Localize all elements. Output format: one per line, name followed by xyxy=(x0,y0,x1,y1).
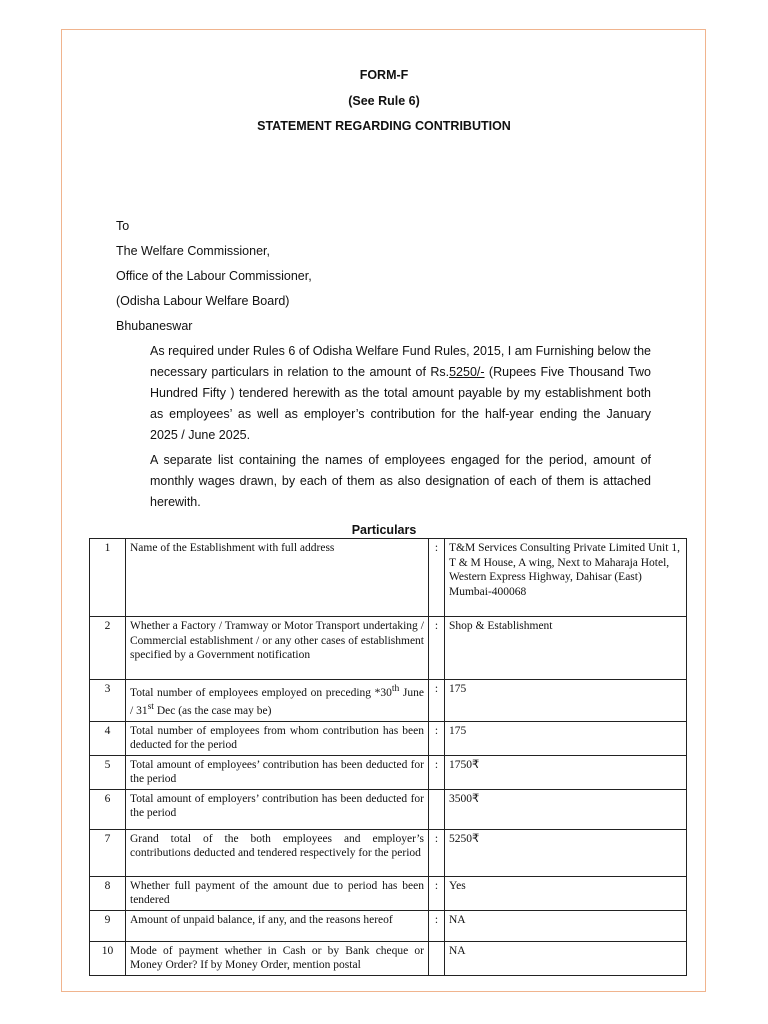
rule-reference: (See Rule 6) xyxy=(348,94,420,108)
address-line-1: The Welfare Commissioner, xyxy=(116,244,270,258)
row-number: 1 xyxy=(90,539,126,617)
row-value: 175 xyxy=(445,680,687,722)
row-description: Mode of payment whether in Cash or by Bank cheque or Money Order? If by Money Order, mention postal xyxy=(126,941,429,975)
row-value: Shop & Establishment xyxy=(445,617,687,680)
form-title: FORM-F xyxy=(359,68,409,82)
row-number: 5 xyxy=(90,755,126,789)
row-description: Grand total of the both employees and employer’s contributions deducted and tendered respectively for the period xyxy=(126,829,429,876)
row-value: NA xyxy=(445,941,687,975)
table-row xyxy=(90,617,687,680)
table-row xyxy=(90,755,687,789)
row-colon: : xyxy=(429,876,445,910)
row-number: 7 xyxy=(90,829,126,876)
row-description: Total number of employees from whom contribution has been deducted for the period xyxy=(126,721,429,755)
particulars-table xyxy=(89,538,687,976)
table-row xyxy=(90,721,687,755)
row-number: 10 xyxy=(90,941,126,975)
table-row xyxy=(90,941,687,975)
row-colon: : xyxy=(429,539,445,617)
address-line-4: Bhubaneswar xyxy=(116,319,193,333)
row-value: Yes xyxy=(445,876,687,910)
address-line-3: (Odisha Labour Welfare Board) xyxy=(116,294,290,308)
row-value: 175 xyxy=(445,721,687,755)
row-colon: : xyxy=(429,829,445,876)
row-number: 4 xyxy=(90,721,126,755)
form-subject: STATEMENT REGARDING CONTRIBUTION xyxy=(257,119,511,133)
row-description-text: Total number of employees employed on preceding *30 xyxy=(130,686,392,699)
superscript-st: st xyxy=(147,701,154,713)
row-description: Whether full payment of the amount due to period has been tendered xyxy=(126,876,429,910)
row-description: Total amount of employees’ contribution has been deducted for the period xyxy=(126,755,429,789)
table-row xyxy=(90,539,687,617)
row-colon: : xyxy=(429,617,445,680)
table-row xyxy=(90,680,687,722)
row-colon: : xyxy=(429,755,445,789)
row-description: Total amount of employers’ contribution has been deducted for the period xyxy=(126,789,429,829)
paragraph-contribution xyxy=(150,341,651,446)
row-description-text: June / 31 xyxy=(130,686,424,718)
row-value: 3500₹ xyxy=(445,789,687,829)
row-number: 6 xyxy=(90,789,126,829)
particulars-title: Particulars xyxy=(351,523,417,537)
row-number: 8 xyxy=(90,876,126,910)
superscript-th: th xyxy=(391,683,400,694)
address-line-2: Office of the Labour Commissioner, xyxy=(116,269,312,283)
row-colon: : xyxy=(429,721,445,755)
row-description: Amount of unpaid balance, if any, and the reasons hereof xyxy=(126,910,429,941)
row-colon: : xyxy=(429,910,445,941)
paragraph-employee-list: A separate list containing the names of employees engaged for the period, amount of monthly wages drawn, by each of them as also designation of each of them is attached herewith. xyxy=(150,453,651,509)
row-value: 1750₹ xyxy=(445,755,687,789)
row-value: NA xyxy=(445,910,687,941)
table-row xyxy=(90,910,687,941)
row-description: Whether a Factory / Tramway or Motor Transport undertaking / Commercial establishment / or any other cases of establishment specified by a Government notification xyxy=(126,617,429,680)
table-row xyxy=(90,789,687,829)
row-number: 2 xyxy=(90,617,126,680)
row-description xyxy=(126,680,429,722)
row-number: 3 xyxy=(90,680,126,722)
row-value: 5250₹ xyxy=(445,829,687,876)
row-colon xyxy=(429,789,445,829)
table-row xyxy=(90,829,687,876)
row-colon: : xyxy=(429,680,445,722)
contribution-amount: 5250/- xyxy=(449,365,485,379)
row-number: 9 xyxy=(90,910,126,941)
row-colon xyxy=(429,941,445,975)
table-row xyxy=(90,876,687,910)
row-description: Name of the Establishment with full address xyxy=(126,539,429,617)
address-to: To xyxy=(116,219,130,233)
paragraph-1-text-after: (Rupees Five Thousand Two Hundred Fifty ) tendered herewith as the total amount payable by my establishment both as employees’ as well as employer’s contribution for the half-year ending the January 2025 / June 2025. xyxy=(150,365,652,442)
row-value: T&M Services Consulting Private Limited Unit 1, T & M House, A wing, Next to Maharaja Hotel, Western Express Highway, Dahisar (East) Mumbai-400068 xyxy=(445,539,687,617)
row-description-text: Dec (as the case may be) xyxy=(153,705,272,718)
paragraph-1-text-before: As required under Rules 6 of Odisha Welfare Fund Rules, 2015, I am Furnishing below the necessary particulars in relation to the amount of Rs. xyxy=(150,344,651,379)
